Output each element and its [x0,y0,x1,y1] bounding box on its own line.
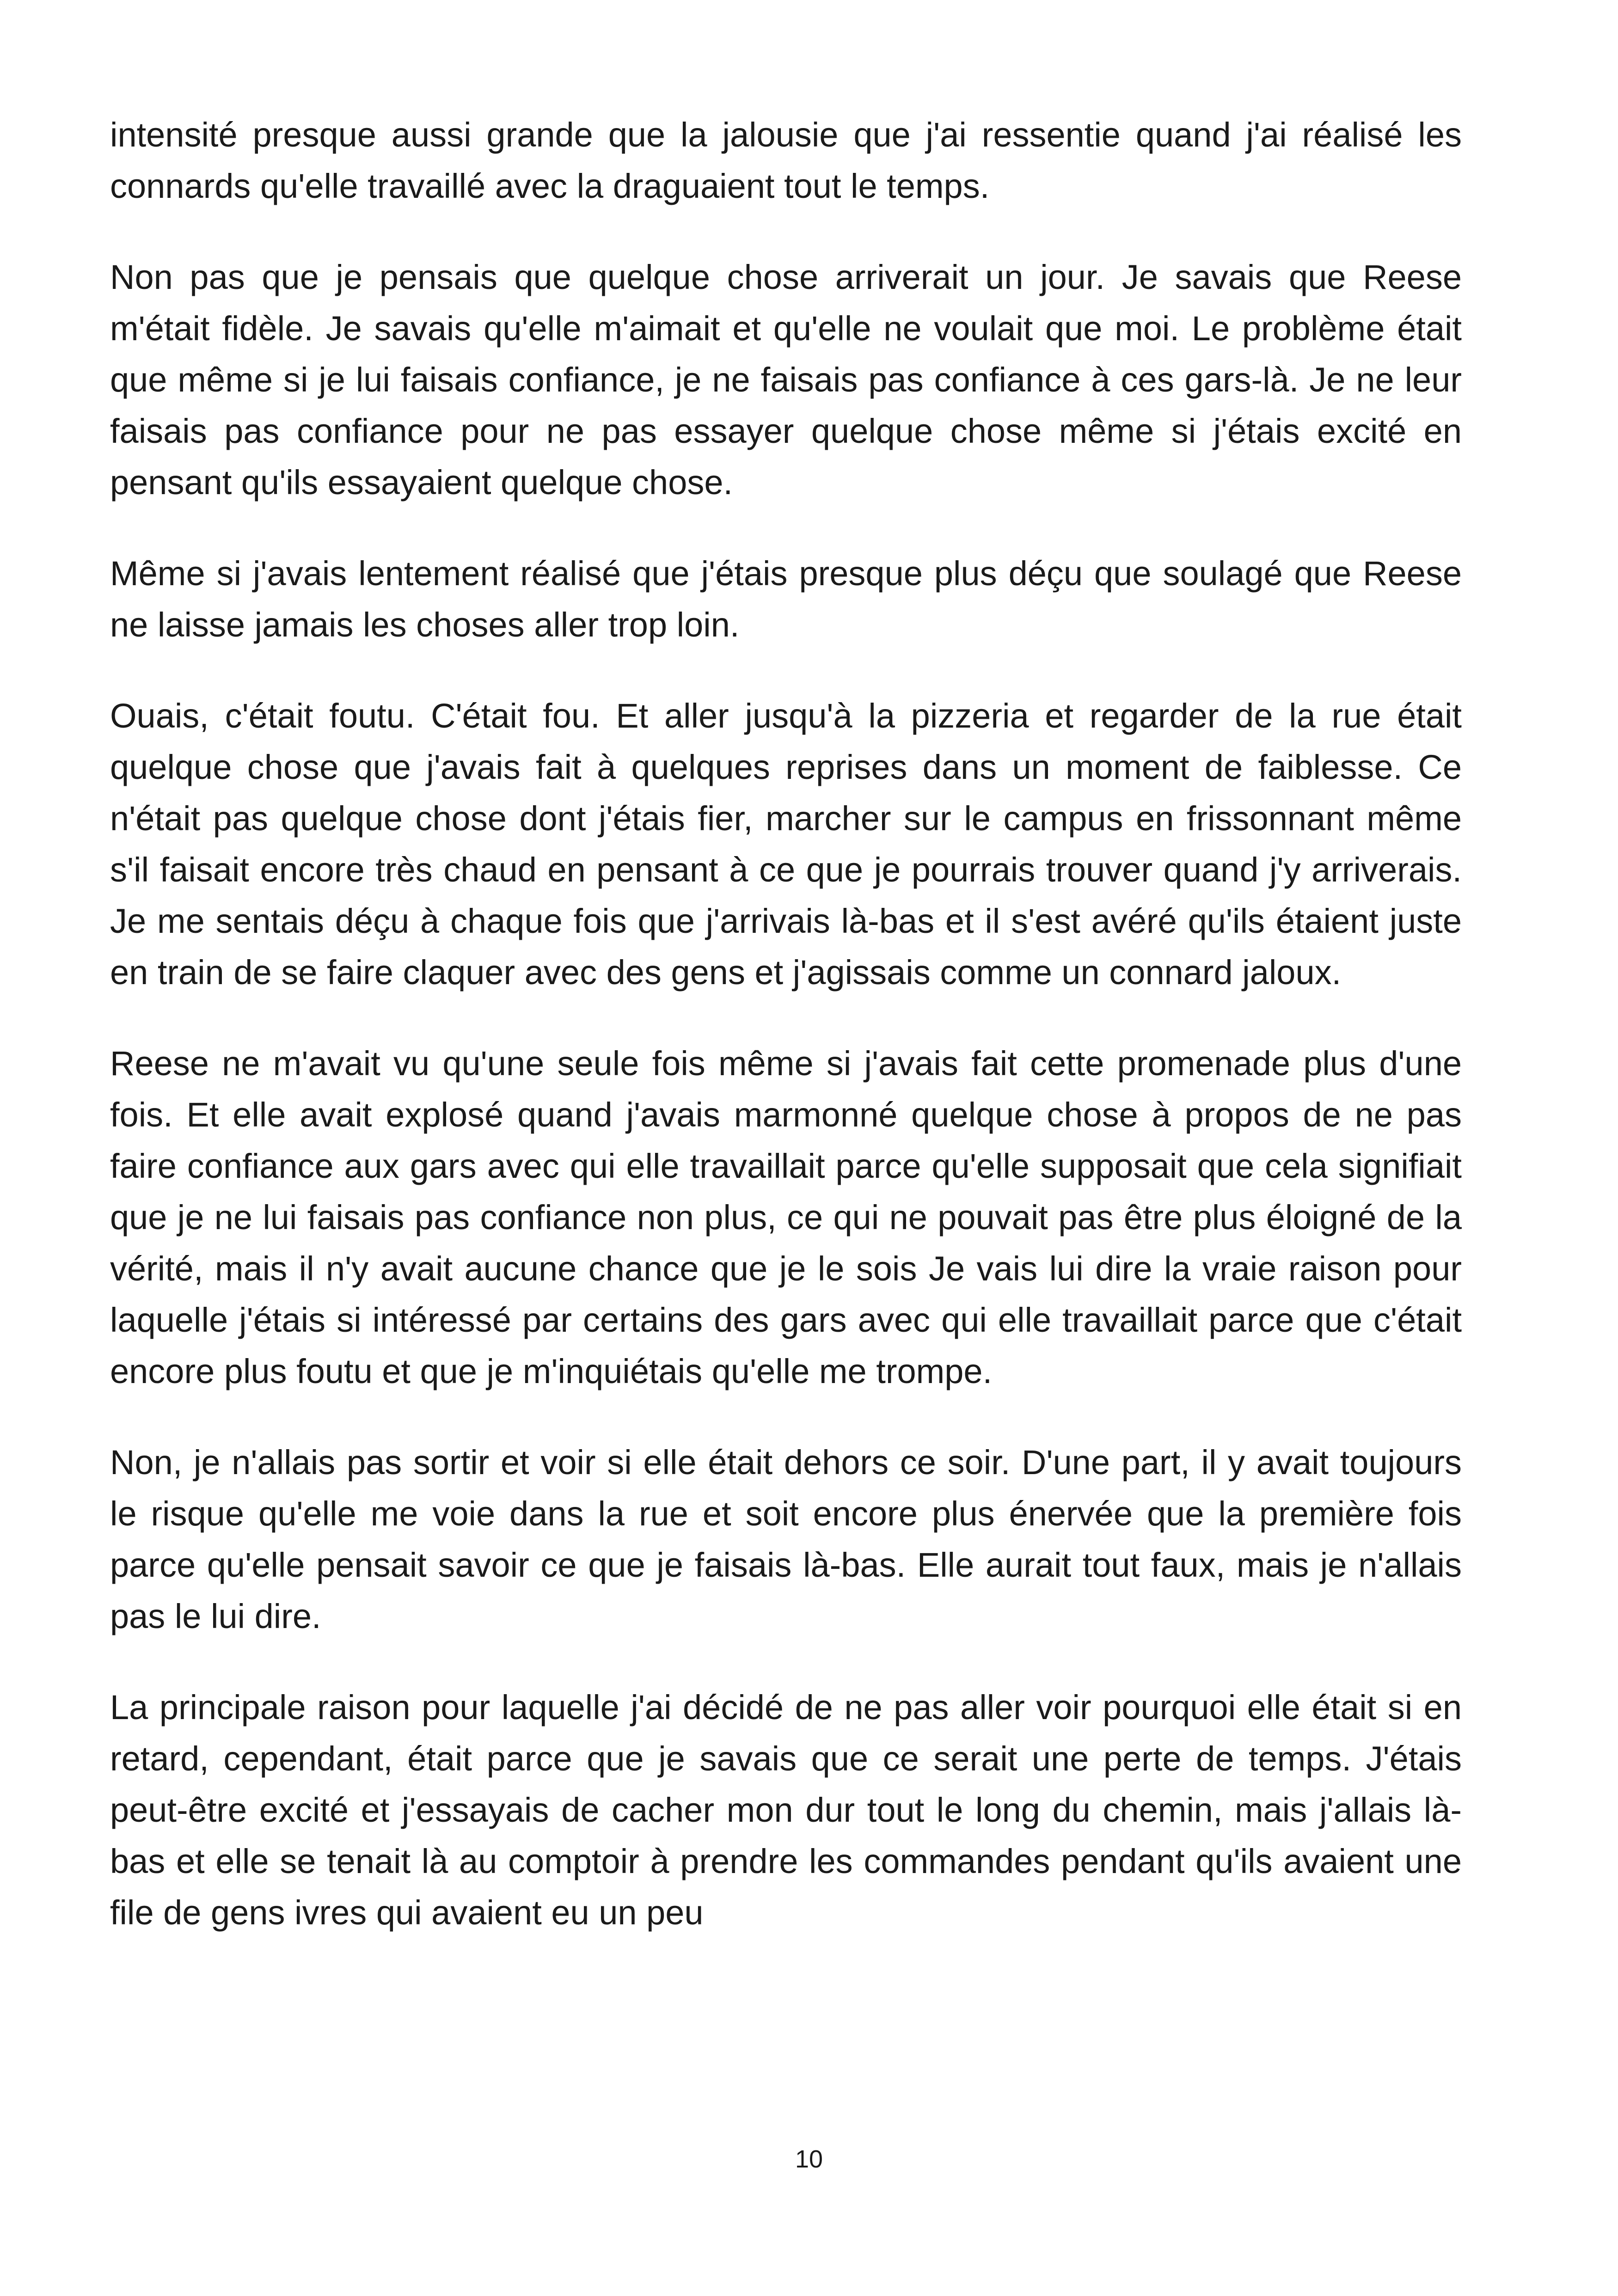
paragraph-1: intensité presque aussi grande que la jalousie que j'ai ressentie quand j'ai réalisé les connards qu'elle travaillé avec la draguaient tout le temps. [110,116,1462,205]
body-text [110,109,1462,1978]
paragraph-3: Même si j'avais lentement réalisé que j'étais presque plus déçu que soulagé que Reese ne laisse jamais les choses aller trop loin. [110,554,1462,644]
paragraph-7: La principale raison pour laquelle j'ai décidé de ne pas aller voir pourquoi elle était si en retard, cependant, était parce que je savais que ce serait une perte de temps. J'étais peut-être excité et j'essayais de cacher mon dur tout le long du chemin, mais j'allais là-bas et elle se tenait là au comptoir à prendre les commandes pendant qu'ils avaient une file de gens ivres qui avaient eu un peu [110,1688,1462,1932]
paragraph-4: Ouais, c'était foutu. C'était fou. Et aller jusqu'à la pizzeria et regarder de la rue était quelque chose que j'avais fait à quelques reprises dans un moment de faiblesse. Ce n'était pas quelque chose dont j'étais fier, marcher sur le campus en frissonnant même s'il faisait encore très chaud en pensant à ce que je pourrais trouver quand j'y arriverais. Je me sentais déçu à chaque fois que j'arrivais là-bas et il s'est avéré qu'ils étaient juste en train de se faire claquer avec des gens et j'agissais comme un connard jaloux. [110,697,1462,992]
paragraph-6: Non, je n'allais pas sortir et voir si elle était dehors ce soir. D'une part, il y avait toujours le risque qu'elle me voie dans la rue et soit encore plus énervée que la première fois parce qu'elle pensait savoir ce que je faisais là-bas. Elle aurait tout faux, mais je n'allais pas le lui dire. [110,1443,1462,1635]
page-number: 10 [795,2145,823,2173]
paragraph-2: Non pas que je pensais que quelque chose arriverait un jour. Je savais que Reese m'était fidèle. Je savais qu'elle m'aimait et qu'elle ne voulait que moi. Le problème était que même si je lui faisais confiance, je ne faisais pas confiance à ces gars-là. Je ne leur faisais pas confiance pour ne pas essayer quelque chose même si j'étais excité en pensant qu'ils essayaient quelque chose. [110,258,1462,502]
paragraph-5: Reese ne m'avait vu qu'une seule fois même si j'avais fait cette promenade plus d'une fois. Et elle avait explosé quand j'avais marmonné quelque chose à propos de ne pas faire confiance aux gars avec qui elle travaillait parce qu'elle supposait que cela signifiait que je ne lui faisais pas confiance non plus, ce qui ne pouvait pas être plus éloigné de la vérité, mais il n'y avait aucune chance que je le sois Je vais lui dire la vraie raison pour laquelle j'étais si intéressé par certains des gars avec qui elle travaillait parce que c'était encore plus foutu et que je m'inquiétais qu'elle me trompe. [110,1044,1462,1390]
